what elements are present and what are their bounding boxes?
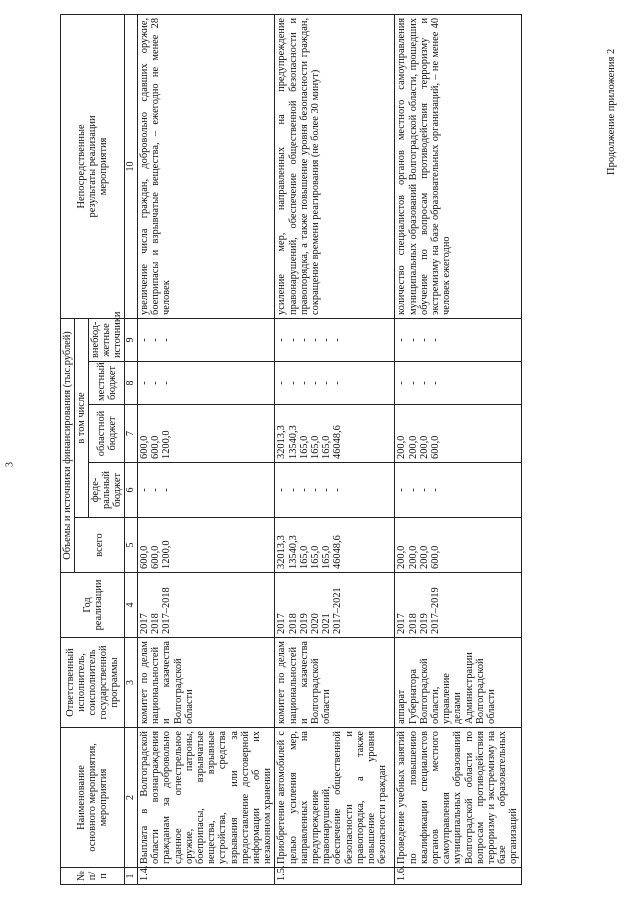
regional-values: 32013,3 13540,3 165,0 165,0 165,0 46048,6 bbox=[275, 405, 395, 463]
total-values: 600,0 600,0 1200,0 bbox=[138, 518, 275, 573]
local-values: - - - bbox=[138, 362, 275, 405]
header-regional: областной бюджет bbox=[89, 405, 125, 463]
header-total: всего bbox=[75, 518, 125, 573]
years: 2017 2018 2019 2017–2019 bbox=[395, 573, 521, 638]
column-number: 7 bbox=[125, 405, 138, 463]
table-row bbox=[138, 14, 275, 884]
header-event: Наименование основного мероприятия, мероприятия bbox=[61, 728, 125, 868]
header-federal: феде- ральный бюджет bbox=[89, 463, 125, 518]
result-text: усиление мер, направленных на предупреждение правонарушений, обеспечение общественной безопасности и правопорядка, а также повышение уровня безопасности граждан, сокращение времени реагирования (не более 30 минут) bbox=[275, 14, 395, 318]
header-year: Год реализации bbox=[61, 573, 125, 638]
header-including: в том числе bbox=[75, 318, 89, 517]
table-row bbox=[395, 14, 521, 884]
regional-values: 600,0 600,0 1200,0 bbox=[138, 405, 275, 463]
local-values: - - - - bbox=[395, 362, 521, 405]
column-number: 6 bbox=[125, 463, 138, 518]
executor-name: комитет по делам национальностей и казачества Волгоградской области bbox=[275, 638, 395, 728]
executor-name: комитет по делам национальностей и казачества Волгоградской области bbox=[138, 638, 275, 728]
event-name: Выплата в Волгоградской области вознаграждения гражданам за добровольно сданное огнестрельное оружие, патроны, боеприпасы, взрывчатые вещества, взрывные устройства, средства взрывания или за предоставление достоверной информации об их незаконном хранении bbox=[138, 728, 275, 868]
extra-values: - - - - bbox=[395, 318, 521, 361]
column-number: 8 bbox=[125, 362, 138, 405]
header-results: Непосредственные результаты реализации мероприятия bbox=[61, 14, 125, 318]
event-name: Приобретение автомобилей с целью усиления мер, направленных на предупреждение правонарушений, обеспечение общественной безопасности и правопорядка, а также повышение уровня безопасности граждан bbox=[275, 728, 395, 868]
federal-values: - - - bbox=[138, 463, 275, 518]
rotated-page bbox=[60, 15, 605, 885]
result-text: увеличение числа граждан, добровольно сдавших оружие, боеприпасы и взрывчатые вещества, – ежегодно не менее 28 человек bbox=[138, 14, 275, 318]
funding-table bbox=[60, 14, 522, 885]
years: 2017 2018 2017–2018 bbox=[138, 573, 275, 638]
header-local: местный бюджет bbox=[89, 362, 125, 405]
column-number: 4 bbox=[125, 573, 138, 638]
row-number: 1.5. bbox=[275, 868, 395, 885]
column-number: 5 bbox=[125, 518, 138, 573]
header-row-1 bbox=[61, 14, 75, 884]
event-name: Проведение учебных занятий по повышению квалификации специалистов органов местного самоуправления муниципальных образований Волгоградской области по вопросам противодействия терроризму и экстремизму на базе образовательных организаций bbox=[395, 728, 521, 868]
regional-values: 200,0 200,0 200,0 600,0 bbox=[395, 405, 521, 463]
total-values: 32013,3 13540,3 165,0 165,0 165,0 46048,6 bbox=[275, 518, 395, 573]
extra-values: - - - bbox=[138, 318, 275, 361]
header-executor: Ответственный исполнитель, соисполнитель государственной программы bbox=[61, 638, 125, 728]
total-values: 200,0 200,0 200,0 600,0 bbox=[395, 518, 521, 573]
header-no: № п/п bbox=[61, 868, 125, 885]
row-number: 1.6. bbox=[395, 868, 521, 885]
federal-values: - - - - bbox=[395, 463, 521, 518]
header-extra: внебюд- жетные источники bbox=[89, 318, 125, 361]
continuation-label: Продолжение приложения 2 bbox=[606, 48, 617, 175]
column-number: 1 bbox=[125, 868, 138, 885]
page-number: 3 bbox=[4, 462, 16, 467]
column-number: 10 bbox=[125, 14, 138, 318]
column-number: 2 bbox=[125, 728, 138, 868]
column-number-row bbox=[125, 14, 138, 884]
row-number: 1.4. bbox=[138, 868, 275, 885]
extra-values: - - - - - - bbox=[275, 318, 395, 361]
table-row bbox=[275, 14, 395, 884]
column-number: 3 bbox=[125, 638, 138, 728]
header-funding-group: Объемы и источники финансирования (тыс.рублей) bbox=[61, 318, 75, 572]
years: 2017 2018 2019 2020 2021 2017–2021 bbox=[275, 573, 395, 638]
federal-values: - - - - - - bbox=[275, 463, 395, 518]
local-values: - - - - - - bbox=[275, 362, 395, 405]
column-number: 9 bbox=[125, 318, 138, 361]
result-text: количество специалистов органов местного самоуправления муниципальных образований Волгоградской области, прошедших обучение по вопросам противодействия терроризму и экстремизму на базе образовательных организаций, – не менее 40 человек ежегодно bbox=[395, 14, 521, 318]
executor-name: аппарат Губернатора Волгоградской области, управление делами Администрации Волгоградской области bbox=[395, 638, 521, 728]
